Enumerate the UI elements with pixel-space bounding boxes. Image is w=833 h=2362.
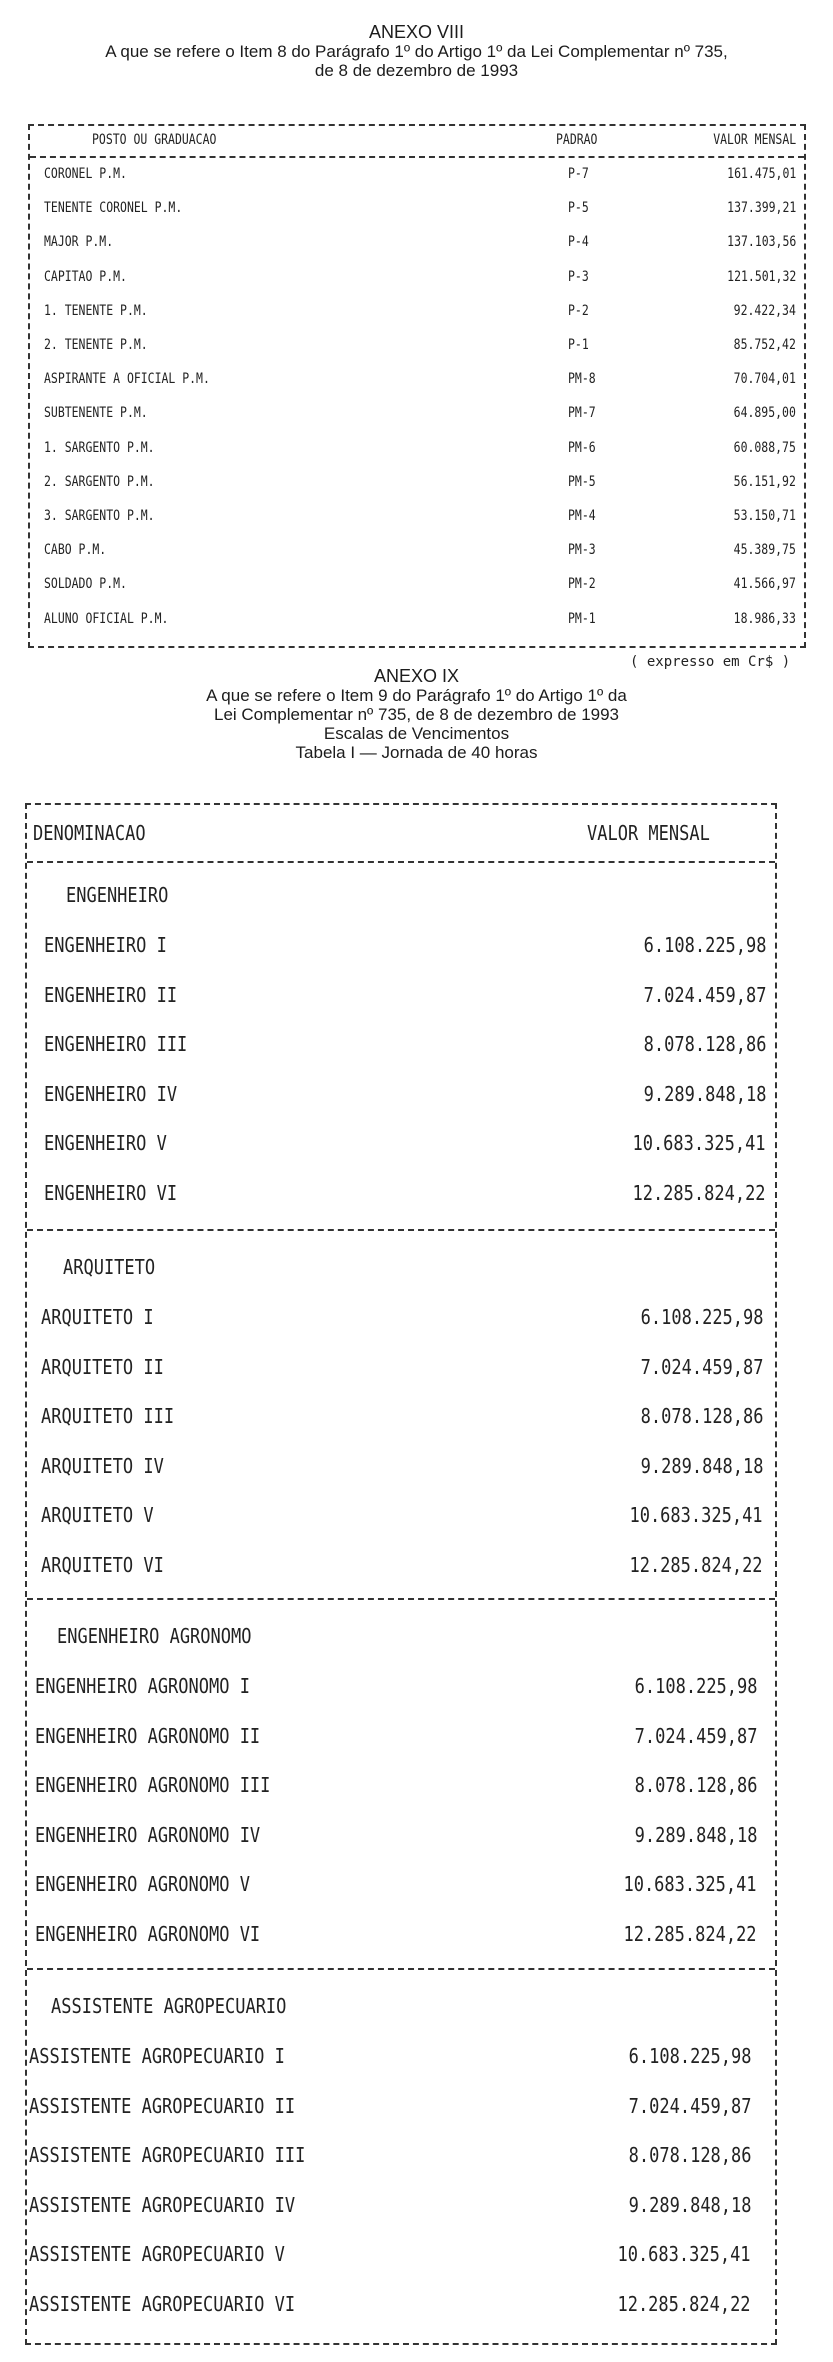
padrao-cell: P-4 — [568, 234, 589, 251]
posto-cell: SUBTENENTE P.M. — [44, 405, 148, 422]
valor-cell: 10.683.325,41 — [632, 1131, 766, 1155]
denominacao-cell: ENGENHEIRO V — [44, 1131, 167, 1155]
denominacao-cell: ARQUITETO IV — [41, 1453, 164, 1478]
posto-cell: 1. SARGENTO P.M. — [44, 439, 155, 456]
valor-cell: 12.285.824,22 — [623, 1921, 757, 1946]
valor-cell: 92.422,34 — [733, 302, 796, 319]
valor-cell: 137.399,21 — [726, 200, 796, 217]
padrao-cell: PM-5 — [568, 473, 596, 490]
anexo-ix-subtitle-line1: A que se refere o Item 9 do Parágrafo 1º do Artigo 1º da — [206, 686, 627, 706]
valor-cell: 161.475,01 — [726, 166, 796, 182]
table-row — [30, 366, 804, 396]
table-row — [30, 571, 804, 601]
valor-cell: 56.151,92 — [733, 473, 796, 490]
denominacao-cell: ENGENHEIRO I — [44, 933, 167, 957]
denominacao-cell: ASSISTENTE AGROPECUARIO IV — [29, 2192, 296, 2217]
denominacao-cell: ENGENHEIRO AGRONOMO IV — [35, 1822, 261, 1847]
table-row — [30, 298, 804, 328]
posto-cell: CABO P.M. — [44, 542, 107, 559]
anexo-ix-table-header — [27, 805, 775, 863]
header-denominacao: DENOMINACAO — [33, 821, 146, 845]
denominacao-cell: ARQUITETO VI — [41, 1552, 164, 1577]
padrao-cell: PM-7 — [568, 405, 596, 422]
valor-cell: 6.108.225,98 — [640, 1305, 763, 1329]
padrao-cell: PM-6 — [568, 439, 596, 456]
padrao-cell: PM-4 — [568, 508, 596, 524]
anexo-ix-subtitle-line3: Escalas de Vencimentos — [323, 724, 510, 744]
table-row — [30, 400, 804, 430]
anexo-ix-heading — [0, 666, 833, 762]
denominacao-cell: ASSISTENTE AGROPECUARIO VI — [29, 2291, 296, 2316]
valor-cell: 8.078.128,86 — [628, 2143, 751, 2167]
valor-cell: 18.986,33 — [733, 610, 796, 627]
valor-cell: 9.289.848,18 — [634, 1822, 757, 1847]
anexo-viii-table — [28, 124, 806, 648]
padrao-cell: P-5 — [568, 200, 589, 217]
anexo-viii-subtitle-line2: de 8 de dezembro de 1993 — [314, 61, 519, 81]
denominacao-cell: ASSISTENTE AGROPECUARIO V — [29, 2242, 285, 2266]
anexo-ix-title: ANEXO IX — [373, 666, 460, 686]
padrao-cell: P-3 — [568, 268, 589, 285]
valor-cell: 64.895,00 — [733, 405, 796, 422]
group-title: ENGENHEIRO — [66, 883, 169, 907]
padrao-cell: PM-3 — [568, 542, 596, 559]
header-valor: VALOR MENSAL — [713, 132, 796, 148]
valor-cell: 12.285.824,22 — [629, 1552, 763, 1577]
padrao-cell: P-7 — [568, 166, 589, 182]
valor-cell: 8.078.128,86 — [643, 1032, 766, 1056]
valor-cell: 121.501,32 — [726, 268, 796, 285]
anexo-ix-table — [25, 803, 777, 2345]
valor-cell: 8.078.128,86 — [634, 1773, 757, 1797]
denominacao-cell: ENGENHEIRO III — [44, 1032, 188, 1056]
valor-cell: 10.683.325,41 — [617, 2242, 751, 2266]
valor-cell: 7.024.459,87 — [640, 1354, 763, 1379]
table-row — [30, 537, 804, 567]
table-row — [30, 332, 804, 362]
valor-cell: 12.285.824,22 — [617, 2291, 751, 2316]
table-row — [30, 503, 804, 533]
group-separator — [27, 1598, 775, 1600]
anexo-viii-heading — [0, 22, 833, 80]
denominacao-cell: ARQUITETO II — [41, 1354, 164, 1379]
valor-cell: 8.078.128,86 — [640, 1404, 763, 1428]
anexo-ix-subtitle-line2: Lei Complementar nº 735, de 8 de dezembro de 1993 — [213, 705, 620, 725]
valor-cell: 85.752,42 — [733, 337, 796, 353]
posto-cell: SOLDADO P.M. — [44, 576, 127, 593]
padrao-cell: PM-8 — [568, 371, 596, 388]
valor-cell: 7.024.459,87 — [634, 1723, 757, 1748]
group-title: ARQUITETO — [63, 1255, 156, 1279]
denominacao-cell: ASSISTENTE AGROPECUARIO I — [29, 2044, 285, 2068]
posto-cell: MAJOR P.M. — [44, 234, 114, 251]
padrao-cell: PM-2 — [568, 576, 596, 593]
denominacao-cell: ENGENHEIRO II — [44, 982, 178, 1007]
header-valor-mensal: VALOR MENSAL — [587, 821, 710, 845]
valor-cell: 6.108.225,98 — [628, 2044, 751, 2068]
valor-cell: 12.285.824,22 — [632, 1180, 766, 1205]
denominacao-cell: ENGENHEIRO IV — [44, 1081, 178, 1106]
table-row — [30, 469, 804, 499]
valor-cell: 7.024.459,87 — [643, 982, 766, 1007]
header-padrao: PADRAO — [556, 132, 598, 148]
posto-cell: ALUNO OFICIAL P.M. — [44, 610, 169, 627]
valor-cell: 9.289.848,18 — [643, 1081, 766, 1106]
denominacao-cell: ENGENHEIRO AGRONOMO V — [35, 1872, 250, 1896]
anexo-viii-table-header — [30, 126, 804, 158]
denominacao-cell: ARQUITETO III — [41, 1404, 175, 1428]
valor-cell: 137.103,56 — [726, 234, 796, 251]
posto-cell: CAPITAO P.M. — [44, 268, 127, 285]
valor-cell: 53.150,71 — [733, 508, 796, 524]
denominacao-cell: ARQUITETO I — [41, 1305, 154, 1329]
table-row — [30, 229, 804, 259]
posto-cell: 3. SARGENTO P.M. — [44, 508, 155, 524]
table-row — [30, 161, 804, 191]
table-row — [30, 195, 804, 225]
denominacao-cell: ENGENHEIRO AGRONOMO III — [35, 1773, 271, 1797]
posto-cell: TENENTE CORONEL P.M. — [44, 200, 183, 217]
denominacao-cell: ASSISTENTE AGROPECUARIO III — [29, 2143, 306, 2167]
denominacao-cell: ENGENHEIRO AGRONOMO I — [35, 1674, 250, 1698]
anexo-viii-title: ANEXO VIII — [368, 22, 465, 42]
group-separator — [27, 1229, 775, 1231]
posto-cell: CORONEL P.M. — [44, 166, 127, 182]
table-row — [30, 264, 804, 294]
valor-cell: 10.683.325,41 — [629, 1503, 763, 1527]
denominacao-cell: ASSISTENTE AGROPECUARIO II — [29, 2093, 296, 2118]
anexo-viii-subtitle-line1: A que se refere o Item 8 do Parágrafo 1º do Artigo 1º da Lei Complementar nº 735, — [105, 42, 728, 62]
valor-cell: 41.566,97 — [733, 576, 796, 593]
valor-cell: 45.389,75 — [733, 542, 796, 559]
group-title: ENGENHEIRO AGRONOMO — [57, 1624, 252, 1648]
currency-note: ( expresso em Cr$ ) — [630, 654, 791, 670]
anexo-ix-subtitle-line4: Tabela I — Jornada de 40 horas — [295, 743, 538, 763]
padrao-cell: P-1 — [568, 337, 589, 353]
valor-cell: 70.704,01 — [733, 371, 796, 388]
table-row — [30, 435, 804, 465]
group-separator — [27, 1968, 775, 1970]
valor-cell: 6.108.225,98 — [643, 933, 766, 957]
valor-cell: 10.683.325,41 — [623, 1872, 757, 1896]
valor-cell: 9.289.848,18 — [628, 2192, 751, 2217]
denominacao-cell: ARQUITETO V — [41, 1503, 154, 1527]
valor-cell: 7.024.459,87 — [628, 2093, 751, 2118]
table-row — [30, 606, 804, 636]
posto-cell: 2. TENENTE P.M. — [44, 337, 148, 353]
padrao-cell: P-2 — [568, 302, 589, 319]
denominacao-cell: ENGENHEIRO AGRONOMO VI — [35, 1921, 261, 1946]
valor-cell: 9.289.848,18 — [640, 1453, 763, 1478]
group-title: ASSISTENTE AGROPECUARIO — [51, 1994, 287, 2018]
posto-cell: 1. TENENTE P.M. — [44, 302, 148, 319]
valor-cell: 60.088,75 — [733, 439, 796, 456]
header-posto: POSTO OU GRADUACAO — [92, 132, 217, 148]
padrao-cell: PM-1 — [568, 610, 596, 627]
valor-cell: 6.108.225,98 — [634, 1674, 757, 1698]
denominacao-cell: ENGENHEIRO AGRONOMO II — [35, 1723, 261, 1748]
denominacao-cell: ENGENHEIRO VI — [44, 1180, 178, 1205]
posto-cell: ASPIRANTE A OFICIAL P.M. — [44, 371, 210, 388]
posto-cell: 2. SARGENTO P.M. — [44, 473, 155, 490]
